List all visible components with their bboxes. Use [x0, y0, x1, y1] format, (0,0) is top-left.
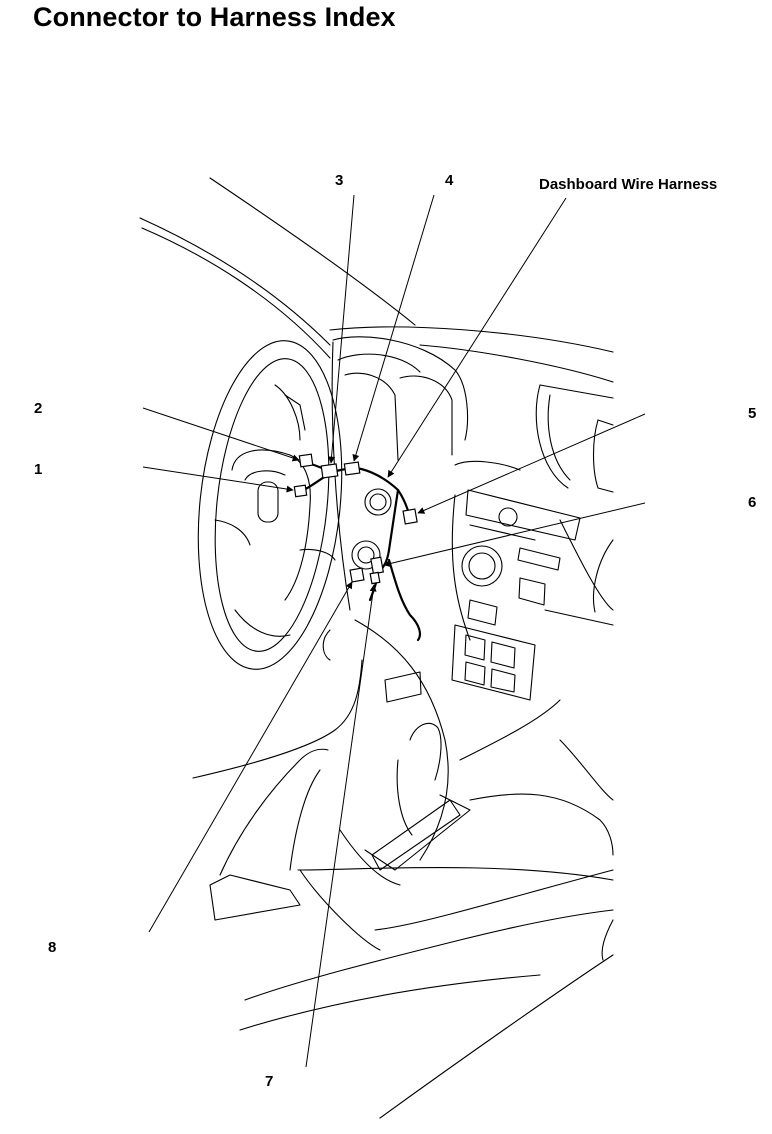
connector-2	[299, 454, 312, 467]
harness-label: Dashboard Wire Harness	[539, 176, 718, 193]
callout-label-5: 5	[748, 405, 757, 422]
callout-label-7: 7	[265, 1073, 274, 1090]
callout-label-8: 8	[48, 939, 57, 956]
callout-label-4: 4	[445, 172, 454, 189]
steering-wheel	[183, 334, 357, 677]
callout-label-2: 2	[34, 400, 43, 417]
connector-8	[350, 568, 364, 582]
connector-7	[370, 572, 380, 583]
connector-3	[321, 464, 338, 478]
callout-label-6: 6	[748, 494, 757, 511]
connector-6	[371, 557, 383, 574]
connector-1	[294, 485, 306, 496]
callout-label-3: 3	[335, 172, 344, 189]
lower-console	[193, 620, 613, 1118]
wire-harness	[302, 463, 420, 640]
connector-5	[403, 509, 417, 524]
leader-lines	[143, 195, 645, 1067]
page-title: Connector to Harness Index	[33, 2, 396, 32]
connector-4	[344, 462, 359, 475]
callout-label-1: 1	[34, 461, 43, 478]
windshield-outline	[140, 178, 613, 382]
center-console	[452, 385, 613, 700]
